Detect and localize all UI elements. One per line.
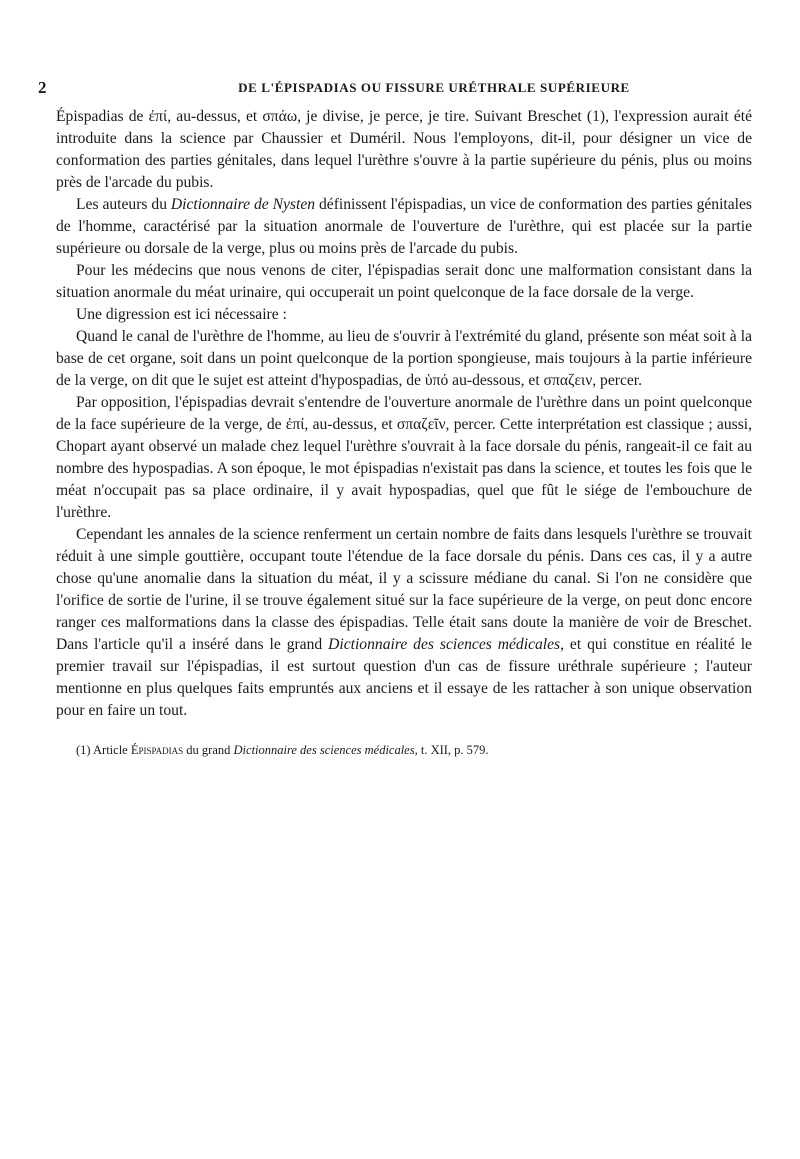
paragraph-7 bbox=[56, 524, 752, 722]
footnote-text: du grand bbox=[183, 743, 234, 757]
paragraph-3 bbox=[56, 260, 752, 304]
paragraph-text: Les auteurs du bbox=[76, 196, 171, 213]
footnote-title: Dictionnaire des sciences médicales bbox=[233, 743, 415, 757]
footnote-term: Épispadias bbox=[130, 743, 184, 757]
paragraph-6 bbox=[56, 392, 752, 524]
footnote-reference: , t. XII, p. 579. bbox=[414, 743, 489, 757]
cited-title: Dictionnaire des sciences médicales bbox=[328, 636, 561, 653]
paragraph-text: Quand le canal de l'urèthre de l'homme, au lieu de s'ouvrir à l'extrémité du gland, présente son méat soit à la base de cet organe, soit dans un point quelconque de la portion spongieuse, mais toujours à la partie inférieure de la verge, on dit que le sujet est atteint d'hypospadias, de ὑπό au-dessous, et σπαζειν, percer. bbox=[56, 328, 752, 389]
paragraph-5 bbox=[56, 326, 752, 392]
page-header bbox=[38, 78, 760, 100]
paragraph-1 bbox=[56, 106, 752, 194]
page-number: 2 bbox=[38, 78, 47, 97]
paragraph-4 bbox=[56, 304, 752, 326]
paragraph-text: , et qui constitue en réalité le premier travail sur l'épispadias, il est surtout question d'un cas de fissure uréthrale supérieure ; l'auteur mentionne en plus quelques faits empruntés aux anciens et il essaye de les rattacher à son unique observation pour en faire un tout. bbox=[56, 636, 752, 719]
paragraph-text: Par opposition, l'épispadias devrait s'entendre de l'ouverture anormale de l'urèthre dans un point quelconque de la face supérieure de la verge, de ἐπί, au-dessus, et σπαζεῖν, percer. Cette interprétation est classique ; aussi, Chopart ayant observé un malade chez lequel l'urèthre s'ouvrait à la face dorsale du pénis, rangeait-il ce fait au nombre des hypospadias. A son époque, le mot épispadias n'existait pas dans la science, et toutes les fois que le méat n'occupait pas sa place ordinaire, il y avait hypospadias, quel que fût le siége de l'embouchure de l'urèthre. bbox=[56, 394, 752, 521]
paragraph-text: Une digression est ici nécessaire : bbox=[76, 306, 287, 323]
body-text bbox=[56, 106, 752, 722]
paragraph-text: définissent l'épispadias, un vice de conformation des parties génitales de l'homme, caractérisé par la situation anormale de l'ouverture de l'urèthre, qui est placée sur la partie supérieure ou dorsale de la verge, plus ou moins près de l'arcade du pubis. bbox=[56, 196, 752, 257]
running-title: DE L'ÉPISPADIAS OU FISSURE URÉTHRALE SUPÉRIEURE bbox=[238, 80, 630, 95]
paragraph-text: Pour les médecins que nous venons de citer, l'épispadias serait donc une malformation consistant dans la situation anormale du méat urinaire, qui occuperait un point quelconque de la face dorsale de la verge. bbox=[56, 262, 752, 301]
footnote-marker: (1) Article bbox=[76, 743, 131, 757]
paragraph-text: Épispadias de ἐπί, au-dessus, et σπάω, je divise, je perce, je tire. Suivant Breschet (1), l'expression aurait été introduite dans la science par Chaussier et Duméril. Nous l'employons, dit-il, pour désigner un vice de conformation des parties génitales, dans lequel l'urèthre s'ouvre à la partie supérieure du pénis, plus ou moins près de l'arcade du pubis. bbox=[56, 108, 752, 191]
paragraph-text: Cependant les annales de la science renferment un certain nombre de faits dans lesquels l'urèthre se trouvait réduit à une simple gouttière, occupant toute l'étendue de la face dorsale du pénis. Dans ces cas, il y a autre chose qu'une anomalie dans la situation du méat, il y a scissure médiane du canal. Si l'on ne considère que l'orifice de sortie de l'urine, il se trouve également situé sur la face supérieure de la verge, on peut donc encore ranger ces malformations dans la classe des épispadias. Telle était sans doute la manière de voir de Breschet. Dans l'article qu'il a inséré dans le grand bbox=[56, 526, 752, 653]
paragraph-2 bbox=[56, 194, 752, 260]
cited-title: Dictionnaire de Nysten bbox=[170, 196, 316, 213]
footnote bbox=[76, 742, 766, 758]
